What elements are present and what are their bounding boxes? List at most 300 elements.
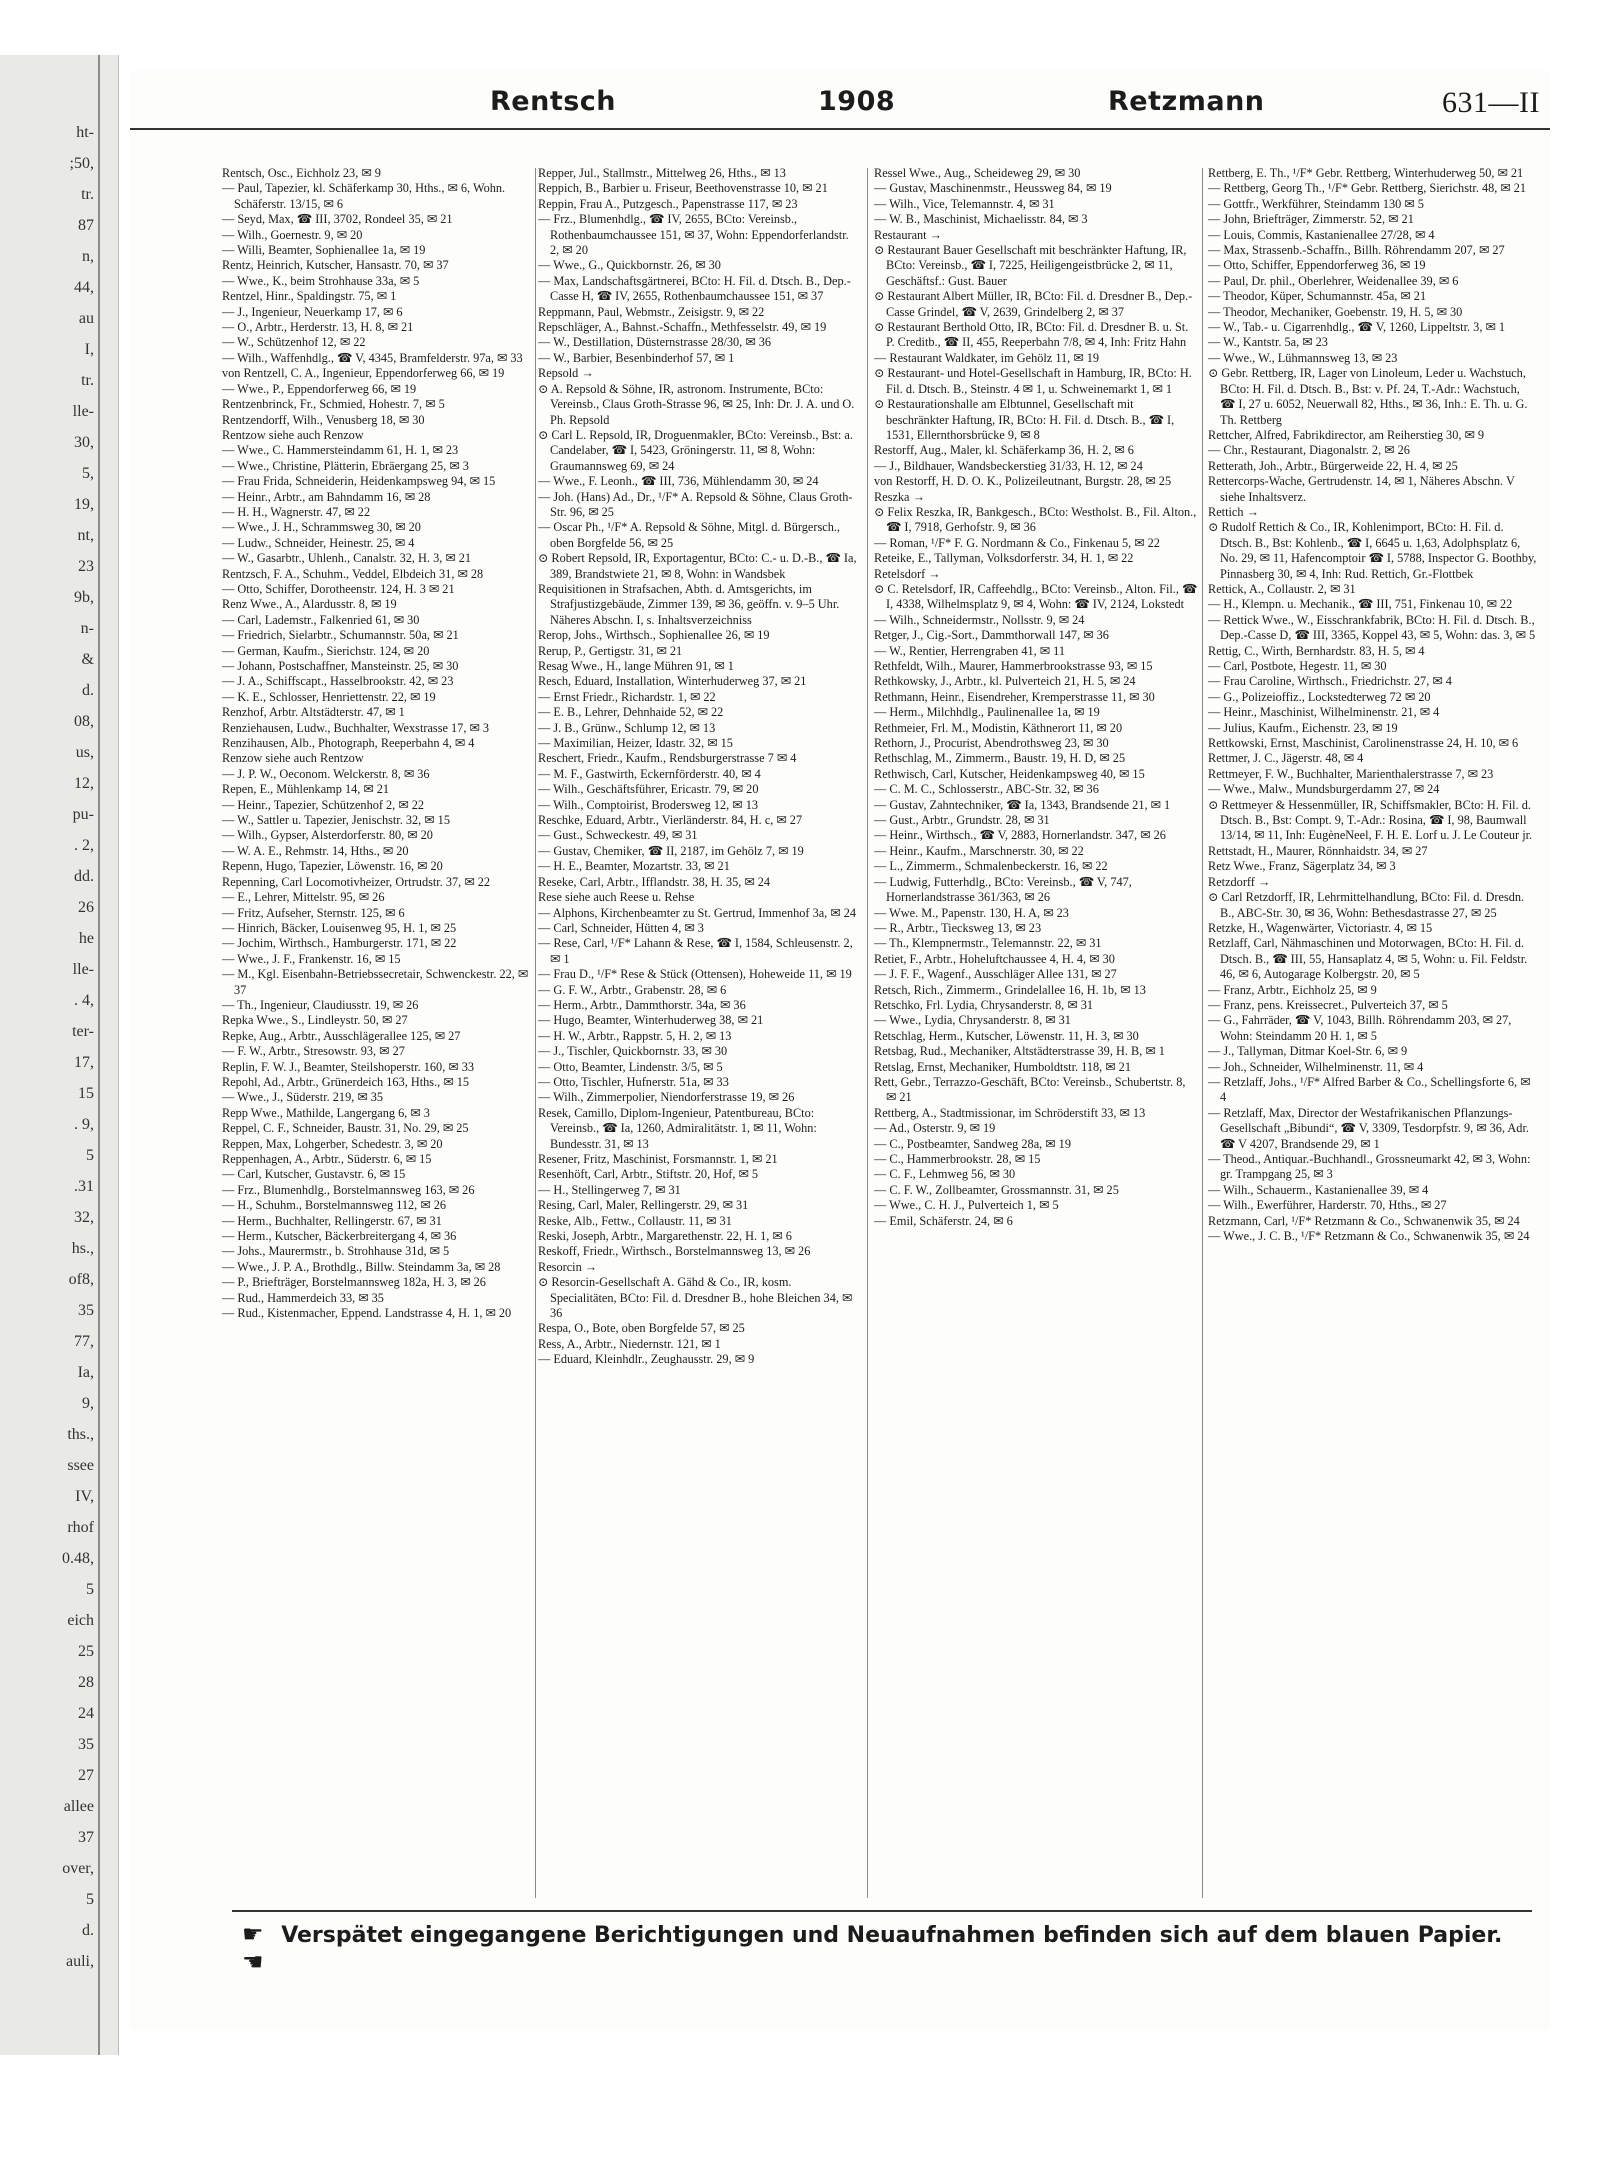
directory-entry: — C. M. C., Schlosserstr., ABC-Str. 32, ✉ 36 <box>874 782 1099 797</box>
directory-entry: Retzlaff, Carl, Nähmaschinen und Motorwagen, BCto: H. Fil. d. Dtsch. B., ☎ III, 55, Hansaplatz 4, ✉ 5, Wohn: u. Fil. Feldstr. 46, ✉ 6, Autogarage Kolbergstr. 20, ✉ 5 <box>1208 936 1528 982</box>
directory-entry: — M. F., Gastwirth, Eckernförderstr. 40, ✉ 4 <box>538 766 761 781</box>
directory-entry: — Rese, Carl, ¹/F* Lahann & Rese, ☎ I, 1584, Schleusenstr. 2, ✉ 1 <box>538 936 853 966</box>
directory-entry: — G., Polizeioffiz., Lockstedterweg 72 ✉ 20 <box>1208 689 1431 704</box>
directory-entry: — Wilh., Vice, Telemannstr. 4, ✉ 31 <box>874 196 1055 211</box>
directory-entry: Retschko, Frl. Lydia, Chrysanderstr. 8, ✉ 31 <box>874 997 1093 1012</box>
directory-entry: — Herm., Milchhdlg., Paulinenallee 1a, ✉ 19 <box>874 705 1100 720</box>
directory-entry: — Wwe., C. H. J., Pulverteich 1, ✉ 5 <box>874 1198 1059 1213</box>
previous-page-fragment: over, <box>62 1860 94 1877</box>
directory-entry: — Carl, Postbote, Hegestr. 11, ✉ 30 <box>1208 659 1387 673</box>
directory-entry: Retger, J., Cig.-Sort., Dammthorwall 147, ✉ 36 <box>874 628 1109 643</box>
directory-entry: Retelsdorf → <box>874 566 941 581</box>
directory-entry: — Wwe., C. Hammersteindamm 61, H. 1, ✉ 23 <box>222 443 459 458</box>
directory-entry: Renzihausen, Alb., Photograph, Reeperbahn 4, ✉ 4 <box>222 736 475 751</box>
previous-page-fragment: 9, <box>82 1395 94 1412</box>
directory-entry: — Wwe., J. P. A., Brothdlg., Billw. Steindamm 3a, ✉ 28 <box>222 1259 501 1274</box>
directory-entry: — Gustav, Zahntechniker, ☎ Ia, 1343, Brandsende 21, ✉ 1 <box>874 797 1171 812</box>
previous-page-fragment: 5 <box>86 1147 94 1164</box>
directory-entry: — Friedrich, Sielarbtr., Schumannstr. 50a, ✉ 21 <box>222 628 459 643</box>
previous-page-fragment: hs., <box>71 1240 94 1257</box>
directory-entry: Rettstadt, H., Maurer, Rönnhaidstr. 34, ✉ 27 <box>1208 843 1428 858</box>
header-year: 1908 <box>818 86 896 117</box>
directory-entry: Repsold → <box>538 366 594 381</box>
directory-entry: Repenning, Carl Locomotivheizer, Ortrudstr. 37, ✉ 22 <box>222 874 490 889</box>
directory-entry: ⊙ C. Retelsdorf, IR, Caffeehdlg., BCto: Vereinsb., Alton. Fil., ☎ I, 4338, Wilhelmsplatz 9, ✉ 4, Wohn: ☎ IV, 2124, Lokstedt <box>874 581 1198 612</box>
directory-entry: — Theodor, Küper, Schumannstr. 45a, ✉ 21 <box>1208 289 1427 304</box>
directory-entry: — Ernst Friedr., Richardstr. 1, ✉ 22 <box>538 689 716 704</box>
previous-page-fragment: IV, <box>75 1488 94 1505</box>
directory-entry: ⊙ Resorcin-Gesellschaft A. Gähd & Co., IR, kosm. Specialitäten, BCto: Fil. d. Dresdner B., hohe Bleichen 34, ✉ 36 <box>538 1275 853 1321</box>
directory-entry: — Heinr., Maschinist, Wilhelminenstr. 21, ✉ 4 <box>1208 705 1440 720</box>
column-3 <box>874 166 1198 1896</box>
previous-page-fragment: tr. <box>81 372 94 389</box>
directory-entry: — F. W., Arbtr., Stresowstr. 93, ✉ 27 <box>222 1044 405 1059</box>
directory-entry: ⊙ Restaurant Berthold Otto, IR, BCto: Fil. d. Dresdner B. u. St. P. Creditb., ☎ II, 455, Reeperbahn 7/8, ✉ 4, Inh: Fritz Hahn <box>874 320 1189 350</box>
directory-entry: — C., Hammerbrookstr. 28, ✉ 15 <box>874 1152 1041 1166</box>
directory-entry: Rentzsch, F. A., Schuhm., Veddel, Elbdeich 31, ✉ 28 <box>222 566 484 581</box>
directory-entry: Restorff, Aug., Maler, kl. Schäferkamp 36, H. 2, ✉ 6 <box>874 443 1134 458</box>
directory-entry: Resag Wwe., H., lange Mühren 91, ✉ 1 <box>538 659 734 673</box>
directory-entry: Repschläger, A., Bahnst.-Schaffn., Methfesselstr. 49, ✉ 19 <box>538 320 827 335</box>
directory-entry: Requisitionen in Strafsachen, Abth. d. Amtsgerichts, im Strafjustizgebäude, Zimmer 139, ✉ 36, geöffn. v. 9–5 Uhr. Näheres Abschn. I, s. Inhaltsverzeichniss <box>538 581 840 627</box>
directory-entry: Repke, Aug., Arbtr., Ausschlägerallee 125, ✉ 27 <box>222 1028 461 1043</box>
directory-entry: — W., Sattler u. Tapezier, Jenischstr. 32, ✉ 15 <box>222 813 450 828</box>
directory-entry: — Wwe., Christine, Plätterin, Ebräergang 25, ✉ 3 <box>222 458 469 473</box>
directory-entry: — R., Arbtr., Tiecksweg 13, ✉ 23 <box>874 920 1042 935</box>
previous-page-fragment: 08, <box>74 713 94 730</box>
directory-entry: — H., Klempn. u. Mechanik., ☎ III, 751, Finkenau 10, ✉ 22 <box>1208 597 1513 612</box>
previous-page-fragment: auli, <box>66 1953 94 1970</box>
directory-entry: — Fritz, Aufseher, Sternstr. 125, ✉ 6 <box>222 905 405 920</box>
previous-page-fragment: au <box>78 310 94 327</box>
directory-entry: Rentzenbrinck, Fr., Schmied, Hohestr. 7, ✉ 5 <box>222 397 445 412</box>
directory-entry: Rettcher, Alfred, Fabrikdirector, am Reiherstieg 30, ✉ 9 <box>1208 427 1485 442</box>
directory-entry: Renziehausen, Ludw., Buchhalter, Wexstrasse 17, ✉ 3 <box>222 720 489 735</box>
directory-entry: Renzhof, Arbtr. Altstädterstr. 47, ✉ 1 <box>222 705 405 720</box>
directory-entry: — Wwe., Malw., Mundsburgerdamm 27, ✉ 24 <box>1208 782 1440 797</box>
column-4 <box>1208 166 1538 1896</box>
directory-entry: Rettick, A., Collaustr. 2, ✉ 31 <box>1208 581 1356 596</box>
directory-entry: — W., Barbier, Besenbinderhof 57, ✉ 1 <box>538 350 735 365</box>
directory-entry: Rettkowski, Ernst, Maschinist, Carolinenstrasse 24, H. 10, ✉ 6 <box>1208 736 1519 751</box>
directory-entry: — Wwe., P., Eppendorferweg 66, ✉ 19 <box>222 381 417 396</box>
directory-entry: — Hugo, Beamter, Winterhuderweg 38, ✉ 21 <box>538 1013 764 1028</box>
directory-entry: — J. F. F., Wagenf., Ausschläger Allee 131, ✉ 27 <box>874 967 1117 982</box>
directory-entry: — Wilh., Schneidermstr., Nollsstr. 9, ✉ 24 <box>874 612 1085 627</box>
directory-entry: — Otto, Schiffer, Eppendorferweg 36, ✉ 19 <box>1208 258 1426 273</box>
directory-entry: — Gust., Schweckestr. 49, ✉ 31 <box>538 828 698 843</box>
directory-entry: — Wwe., F. Leonh., ☎ III, 736, Mühlendamm 30, ✉ 24 <box>538 474 819 489</box>
directory-entry: — Frz., Blumenhdlg., ☎ IV, 2655, BCto: Vereinsb., Rothenbaumchaussee 151, ✉ 37, Wohn: Eppendorferlandstr. 2, ✉ 20 <box>538 212 849 258</box>
previous-page-fragment: allee <box>63 1798 94 1815</box>
directory-entry: — Frau D., ¹/F* Rese & Stück (Ottensen), Hoheweide 11, ✉ 19 <box>538 967 852 982</box>
directory-entry: Rethmeier, Frl. M., Modistin, Käthnerort 11, ✉ 20 <box>874 720 1123 735</box>
page-gutter <box>98 55 100 2055</box>
directory-entry: Rethkowsky, J., Arbtr., kl. Pulverteich 21, H. 5, ✉ 24 <box>874 674 1136 689</box>
directory-entry: — Wwe., J. C. B., ¹/F* Retzmann & Co., Schwanenwik 35, ✉ 24 <box>1208 1229 1530 1244</box>
directory-entry: Reppenhagen, A., Arbtr., Süderstr. 6, ✉ 15 <box>222 1152 432 1166</box>
previous-page-fragment: 35 <box>78 1736 94 1753</box>
directory-entry: Rettberg, E. Th., ¹/F* Gebr. Rettberg, Winterhuderweg 50, ✉ 21 <box>1208 166 1524 180</box>
previous-page-fragment: dd. <box>74 868 94 885</box>
directory-entry: — Wilh., Goernestr. 9, ✉ 20 <box>222 227 363 242</box>
previous-page-fragment: 87 <box>78 217 94 234</box>
footer-notice: Verspätet eingegangene Berichtigungen und Neuaufnahmen befinden sich auf dem blauen Papier. <box>281 1923 1503 1948</box>
directory-entry: ⊙ Felix Reszka, IR, Bankgesch., BCto: Westholst. B., Fil. Alton., ☎ I, 7918, Gerhofstr. 9, ✉ 36 <box>874 504 1197 535</box>
directory-entry: Rentzel, Hinr., Spaldingstr. 75, ✉ 1 <box>222 289 397 304</box>
directory-entry: ⊙ Restaurant Bauer Gesellschaft mit beschränkter Haftung, IR, BCto: Vereinsb., ☎ I, 7225, Heiligengeistbrücke 2, ✉ 11, Geschäftsf.: Gust. Bauer <box>874 243 1187 288</box>
directory-entry: Retsch, Rich., Zimmerm., Grindelallee 16, H. 1b, ✉ 13 <box>874 982 1146 997</box>
directory-entry: — Paul, Dr. phil., Oberlehrer, Weidenallee 39, ✉ 6 <box>1208 273 1459 288</box>
directory-entry: — Retzlaff, Johs., ¹/F* Alfred Barber & Co., Schellingsforte 6, ✉ 4 <box>1208 1074 1531 1105</box>
directory-entry: — Ad., Osterstr. 9, ✉ 19 <box>874 1121 996 1136</box>
directory-entry: Resener, Fritz, Maschinist, Forsmannstr. 1, ✉ 21 <box>538 1152 778 1166</box>
previous-page-fragment: he <box>78 930 94 947</box>
column-2 <box>538 166 860 1896</box>
previous-page-fragment: n- <box>80 620 94 637</box>
directory-entry: Reppich, B., Barbier u. Friseur, Beethovenstrasse 10, ✉ 21 <box>538 181 828 196</box>
directory-entry: Rettmeyer, F. W., Buchhalter, Marienthalerstrasse 7, ✉ 23 <box>1208 766 1494 781</box>
directory-entry: — Willi, Beamter, Sophienallee 1a, ✉ 19 <box>222 243 426 258</box>
directory-entry: — J., Ingenieur, Neuerkamp 17, ✉ 6 <box>222 304 403 319</box>
directory-entry: — W., Tab.- u. Cigarrenhdlg., ☎ V, 1260, Lippeltstr. 3, ✉ 1 <box>1208 320 1505 335</box>
directory-entry: Renz Wwe., A., Alardusstr. 8, ✉ 19 <box>222 597 397 612</box>
directory-entry: ⊙ Restaurationshalle am Elbtunnel, Gesellschaft mit beschränkter Haftung, IR, BCto: H. Fil. d. Dtsch. B., ☎ I, 1531, Ellernthorsbrücke 9, ✉ 8 <box>874 397 1175 442</box>
directory-entry: — W., Destillation, Düsternstrasse 28/30, ✉ 36 <box>538 335 771 350</box>
previous-page-fragment: ter- <box>72 1023 94 1040</box>
directory-entry: Replin, F. W. J., Beamter, Steilshoperstr. 160, ✉ 33 <box>222 1059 475 1074</box>
directory-entry: — H., Stellingerweg 7, ✉ 31 <box>538 1182 681 1197</box>
directory-entry: — Herm., Kutscher, Bäckerbreitergang 4, ✉ 36 <box>222 1229 457 1244</box>
directory-entry: — Eduard, Kleinhdlr., Zeughausstr. 29, ✉ 9 <box>538 1352 755 1367</box>
directory-entry: — P., Briefträger, Borstelmannsweg 182a, H. 3, ✉ 26 <box>222 1275 486 1290</box>
previous-page-fragment: 9b, <box>74 589 94 606</box>
directory-entry: Ress, A., Arbtr., Niedernstr. 121, ✉ 1 <box>538 1336 721 1351</box>
directory-entry: — Frau Caroline, Wirthsch., Friedrichstr. 27, ✉ 4 <box>1208 674 1452 689</box>
directory-entry: Reszka → <box>874 489 925 504</box>
directory-entry: — Herm., Buchhalter, Rellingerstr. 67, ✉ 31 <box>222 1213 442 1228</box>
directory-entry: — Oscar Ph., ¹/F* A. Repsold & Söhne, Mitgl. d. Bürgersch., oben Borgfelde 56, ✉ 25 <box>538 520 840 550</box>
column-1 <box>222 166 540 1896</box>
directory-entry: — Wilh., Zimmerpolier, Niendorferstrasse 19, ✉ 26 <box>538 1090 795 1105</box>
directory-entry: — Otto, Tischler, Hufnerstr. 51a, ✉ 33 <box>538 1074 729 1089</box>
directory-entry: Retz Wwe., Franz, Sägerplatz 34, ✉ 3 <box>1208 859 1396 874</box>
column-divider <box>867 168 868 1898</box>
directory-entry: Rettig, C., Wirth, Bernhardstr. 83, H. 5, ✉ 4 <box>1208 643 1425 658</box>
directory-entry: — Joh., Schneider, Wilhelminenstr. 11, ✉ 4 <box>1208 1059 1424 1074</box>
previous-page-fragment: 24 <box>78 1705 94 1722</box>
directory-entry: — Wilh., Waffenhdlg., ☎ V, 4345, Bramfelderstr. 97a, ✉ 33 <box>222 350 523 365</box>
directory-entry: — Th., Ingenieur, Claudiusstr. 19, ✉ 26 <box>222 997 419 1012</box>
column-divider <box>535 168 536 1898</box>
directory-entry: — Heinr., Kaufm., Marschnerstr. 30, ✉ 22 <box>874 843 1084 858</box>
previous-page-fragment: . 2, <box>74 837 94 854</box>
page-number: 631—II <box>1442 86 1540 119</box>
directory-entry: — W., Gasarbtr., Uhlenh., Canalstr. 32, H. 3, ✉ 21 <box>222 551 472 566</box>
directory-entry: — Wwe., Lydia, Chrysanderstr. 8, ✉ 31 <box>874 1013 1071 1028</box>
directory-entry: Reppen, Max, Lohgerber, Schedestr. 3, ✉ 20 <box>222 1136 443 1151</box>
directory-entry: — Heinr., Arbtr., am Bahndamm 16, ✉ 28 <box>222 489 431 504</box>
directory-entry: — J. P. W., Oeconom. Welckerstr. 8, ✉ 36 <box>222 766 430 781</box>
directory-entry: — J. B., Grünw., Schlump 12, ✉ 13 <box>538 720 716 735</box>
previous-page-fragment: 28 <box>78 1674 94 1691</box>
directory-entry: — Frz., Blumenhdlg., Borstelmannsweg 163, ✉ 26 <box>222 1182 475 1197</box>
directory-entry: — Gust., Arbtr., Grundstr. 28, ✉ 31 <box>874 813 1050 828</box>
directory-entry: von Rentzell, C. A., Ingenieur, Eppendorferweg 66, ✉ 19 <box>222 366 505 381</box>
directory-entry: — Retzlaff, Max, Director der Westafrikanischen Pflanzungs-Gesellschaft „Bibundi“, ☎ V, 3309, Tesdorpfstr. 9, ✉ 36, Adr. ☎ V 4207, Brandsende 29, ✉ 1 <box>1208 1105 1529 1151</box>
directory-entry: Retzke, H., Wagenwärter, Victoriastr. 4, ✉ 15 <box>1208 920 1433 935</box>
previous-page-fragment: ssee <box>67 1457 94 1474</box>
directory-entry: — Franz, pens. Kreissecret., Pulverteich 37, ✉ 5 <box>1208 997 1448 1012</box>
directory-entry: Ressel Wwe., Aug., Scheideweg 29, ✉ 30 <box>874 166 1081 180</box>
directory-entry: — Ludwig, Futterhdlg., BCto: Vereinsb., ☎ V, 747, Hornerlandstrasse 361/363, ✉ 26 <box>874 874 1132 905</box>
directory-entry: — Heinr., Wirthsch., ☎ V, 2883, Hornerlandstr. 347, ✉ 26 <box>874 828 1166 843</box>
previous-page-fragment: 37 <box>78 1829 94 1846</box>
directory-entry: Repper, Jul., Stallmstr., Mittelweg 26, Hths., ✉ 13 <box>538 166 786 180</box>
directory-entry: — Wilh., Geschäftsführer, Ericastr. 79, ✉ 20 <box>538 782 759 797</box>
directory-entry: ⊙ Gebr. Rettberg, IR, Lager von Linoleum, Leder u. Wachstuch, BCto: H. Fil. d. Dtsch. B., Bst: v. Pf. 24, T.-Adr.: Wachstuch, ☎ I, 27 u. 6052, Neuerwall 82, Hths., ✉ 36, Inh.: E. Th. u. G. Th. Rettberg <box>1208 366 1528 427</box>
directory-entry: Retzmann, Carl, ¹/F* Retzmann & Co., Schwanenwik 35, ✉ 24 <box>1208 1213 1520 1228</box>
directory-entry: Reteike, E., Tallyman, Volksdorferstr. 34, H. 1, ✉ 22 <box>874 551 1134 566</box>
directory-entry: Retsbag, Rud., Mechaniker, Altstädterstrasse 39, H. B, ✉ 1 <box>874 1044 1165 1059</box>
directory-entry: ⊙ Carl L. Repsold, IR, Droguenmakler, BCto: Vereinsb., Bst: a. Candelaber, ☎ I, 5423, Gröningerstr. 11, ✉ 8, Wohn: Graumannsweg 69, ✉ 24 <box>538 427 853 473</box>
directory-entry: — Herm., Arbtr., Dammthorstr. 34a, ✉ 36 <box>538 997 746 1012</box>
directory-entry: — Rettberg, Georg Th., ¹/F* Gebr. Rettberg, Sierichstr. 48, ✉ 21 <box>1208 181 1527 196</box>
previous-page-fragment: 23 <box>78 558 94 575</box>
directory-entry: — Rud., Kistenmacher, Eppend. Landstrasse 4, H. 1, ✉ 20 <box>222 1306 512 1321</box>
directory-entry: — Wwe., J., Süderstr. 219, ✉ 35 <box>222 1090 384 1105</box>
previous-page-fragment: . 4, <box>74 992 94 1009</box>
directory-entry: — Max, Landschaftsgärtnerei, BCto: H. Fil. d. Dtsch. B., Dep.-Casse H, ☎ IV, 2655, Rothenbaumchaussee 151, ✉ 37 <box>538 273 851 304</box>
previous-page-fragment: 17, <box>74 1054 94 1071</box>
directory-entry: — W., Rentier, Herrengraben 41, ✉ 11 <box>874 643 1066 658</box>
directory-entry: Rett, Gebr., Terrazzo-Geschäft, BCto: Vereinsb., Schubertstr. 8, ✉ 21 <box>874 1074 1186 1105</box>
directory-entry: — G., Fahrräder, ☎ V, 1043, Billh. Röhrendamm 203, ✉ 27, Wohn: Steindamm 20 H. 1, ✉ 5 <box>1208 1013 1512 1043</box>
directory-entry: — Gustav, Maschinenmstr., Heussweg 84, ✉ 19 <box>874 181 1112 196</box>
directory-entry: — Hinrich, Bäcker, Louisenweg 95, H. 1, ✉ 25 <box>222 920 457 935</box>
directory-entry: — Carl, Schneider, Hütten 4, ✉ 3 <box>538 920 704 935</box>
directory-entry: ⊙ A. Repsold & Söhne, IR, astronom. Instrumente, BCto: Vereinsb., Claus Groth-Strasse 96, ✉ 25, Inh: Dr. J. A. und O. Ph. Repsold <box>538 381 855 427</box>
directory-entry: Rettmer, J. C., Jägerstr. 48, ✉ 4 <box>1208 751 1364 766</box>
directory-entry: — W., Schützenhof 12, ✉ 22 <box>222 335 366 350</box>
previous-page-fragment: .31 <box>74 1178 94 1195</box>
directory-entry: — Paul, Tapezier, kl. Schäferkamp 30, Hths., ✉ 6, Wohn. Schäferstr. 13/15, ✉ 6 <box>222 181 506 211</box>
directory-entry: von Restorff, H. D. O. K., Polizeileutnant, Burgstr. 28, ✉ 25 <box>874 474 1172 489</box>
directory-entry: — M., Kgl. Eisenbahn-Betriebssecretair, Schwenckestr. 22, ✉ 37 <box>222 967 529 997</box>
directory-entry: ⊙ Robert Repsold, IR, Exportagentur, BCto: C.- u. D.-B., ☎ Ia, 389, Brandstwiete 21, ✉ 8, Wohn: in Wandsbek <box>538 551 857 581</box>
previous-page-fragment: I, <box>84 341 94 358</box>
directory-entry: Resch, Eduard, Installation, Winterhuderweg 37, ✉ 21 <box>538 674 807 689</box>
directory-entry: — Chr., Restaurant, Diagonalstr. 2, ✉ 26 <box>1208 443 1410 458</box>
directory-entry: — C., Postbeamter, Sandweg 28a, ✉ 19 <box>874 1136 1071 1151</box>
directory-entry: — Rud., Hammerdeich 33, ✉ 35 <box>222 1290 384 1305</box>
directory-entry: — Heinr., Tapezier, Schützenhof 2, ✉ 22 <box>222 797 425 812</box>
directory-entry: — Frau Frida, Schneiderin, Heidenkampsweg 94, ✉ 15 <box>222 474 496 489</box>
directory-entry: Respa, O., Bote, oben Borgfelde 57, ✉ 25 <box>538 1321 745 1336</box>
directory-entry: — Theod., Antiquar.-Buchhandl., Grossneumarkt 42, ✉ 3, Wohn: gr. Trampgang 25, ✉ 3 <box>1208 1152 1531 1182</box>
previous-page-fragment: 26 <box>78 899 94 916</box>
directory-entry: — Otto, Beamter, Lindenstr. 3/5, ✉ 5 <box>538 1059 723 1074</box>
previous-page-fragment: ht- <box>76 124 94 141</box>
previous-page-fragment: lle- <box>72 403 94 420</box>
directory-entry: — Johann, Postschaffner, Mansteinstr. 25, ✉ 30 <box>222 659 459 673</box>
previous-page-fragment: lle- <box>72 961 94 978</box>
directory-entry: Renzow siehe auch Rentzow <box>222 751 364 766</box>
directory-entry: Retschlag, Herm., Kutscher, Löwenstr. 11, H. 3, ✉ 30 <box>874 1028 1139 1043</box>
directory-entry: Retzdorff → <box>1208 874 1271 889</box>
directory-entry: Rethmann, Heinr., Eisendreher, Kremperstrasse 11, ✉ 30 <box>874 689 1155 704</box>
directory-entry: — Wwe., W., Lühmannsweg 13, ✉ 23 <box>1208 350 1398 365</box>
previous-page-edge <box>0 55 119 2055</box>
directory-entry: — O., Arbtr., Herderstr. 13, H. 8, ✉ 21 <box>222 320 414 335</box>
previous-page-fragment: d. <box>82 1922 94 1939</box>
directory-entry: Rerup, P., Gertigstr. 31, ✉ 21 <box>538 643 683 658</box>
previous-page-fragment: ths., <box>67 1426 94 1443</box>
directory-entry: Resorcin → <box>538 1259 598 1274</box>
directory-entry: — L., Zimmerm., Schmalenbeckerstr. 16, ✉ 22 <box>874 859 1108 874</box>
previous-page-fragment: tr. <box>81 186 94 203</box>
previous-page-fragment: 30, <box>74 434 94 451</box>
directory-entry: Rese siehe auch Reese u. Rehse <box>538 890 695 905</box>
directory-entry: — German, Kaufm., Sierichstr. 124, ✉ 20 <box>222 643 430 658</box>
pointing-hand-icon: ☛ <box>242 1920 264 1948</box>
previous-page-fragment: us, <box>75 744 94 761</box>
directory-entry: ⊙ Rettmeyer & Hessenmüller, IR, Schiffsmakler, BCto: H. Fil. d. Dtsch. B., Bst: Compt. 9, T.-Adr.: Rosina, ☎ I, 98, Baumwall 13/14, ✉ 11, Inh: EugèneNeel, F. H. E. Lorf u. J. Le Couteur jr. <box>1208 797 1533 843</box>
directory-entry: — Wilh., Comptoirist, Brodersweg 12, ✉ 13 <box>538 797 758 812</box>
page-header <box>130 80 1550 130</box>
directory-entry: — Jochim, Wirthsch., Hamburgerstr. 171, ✉ 22 <box>222 936 457 951</box>
directory-entry: — Louis, Commis, Kastanienallee 27/28, ✉ 4 <box>1208 227 1435 242</box>
directory-entry: — H., Schuhm., Borstelmannsweg 112, ✉ 26 <box>222 1198 447 1213</box>
directory-entry: Rethfeldt, Wilh., Maurer, Hammerbrookstrasse 93, ✉ 15 <box>874 659 1153 673</box>
directory-entry: Rethschlag, M., Zimmerm., Baustr. 19, H. D, ✉ 25 <box>874 751 1126 766</box>
directory-entry: — K. E., Schlosser, Henriettenstr. 22, ✉ 19 <box>222 689 436 704</box>
directory-entry: — Maximilian, Heizer, Idastr. 32, ✉ 15 <box>538 736 733 751</box>
directory-entry: Rettberg, A., Stadtmissionar, im Schröderstift 33, ✉ 13 <box>874 1105 1146 1120</box>
directory-entry: Rethorn, J., Procurist, Abendrothsweg 23, ✉ 30 <box>874 736 1109 751</box>
directory-entry: ⊙ Rudolf Rettich & Co., IR, Kohlenimport, BCto: H. Fil. d. Dtsch. B., Bst: Kohlenb., ☎ I, 6645 u. 1,63, Adolphsplatz 6, No. 29, ✉ 11, Hafencomptoir ☎ I, 5788, Inspector G. Boothby, Pinnasberg 30, ✉ 4, Inh: Rud. Rettich, Gr.-Flottbek <box>1208 520 1537 581</box>
directory-entry: — Th., Klempnermstr., Telemannstr. 22, ✉ 31 <box>874 936 1102 951</box>
directory-entry: — C. F., Lehmweg 56, ✉ 30 <box>874 1167 1016 1182</box>
directory-entry: — Wwe., J. F., Frankenstr. 16, ✉ 15 <box>222 951 401 966</box>
directory-entry: ⊙ Restaurant Albert Müller, IR, BCto: Fil. d. Dresdner B., Dep.-Casse Grindel, ☎ V, 2639, Grindelberg 2, ✉ 37 <box>874 289 1193 319</box>
header-last-entry: Retzmann <box>1108 86 1265 117</box>
directory-entry: — Otto, Schiffer, Dorotheenstr. 124, H. 3 ✉ 21 <box>222 581 455 596</box>
directory-entry: Rentzow siehe auch Renzow <box>222 427 364 442</box>
header-first-entry: Rentsch <box>490 86 617 117</box>
previous-page-fragment: pu- <box>72 806 94 823</box>
pointing-hand-icon: ☚ <box>242 1948 264 1976</box>
directory-entry: — J., Tischler, Quickbornstr. 33, ✉ 30 <box>538 1044 728 1059</box>
previous-page-fragment: 25 <box>78 1643 94 1660</box>
previous-page-fragment: 27 <box>78 1767 94 1784</box>
directory-entry: — Restaurant Waldkater, im Gehölz 11, ✉ 19 <box>874 350 1099 365</box>
column-divider <box>1202 168 1203 1898</box>
previous-page-fragment: d. <box>82 682 94 699</box>
directory-entry: — J., Tallyman, Ditmar Koel-Str. 6, ✉ 9 <box>1208 1044 1408 1059</box>
directory-entry: Resenhöft, Carl, Arbtr., Stiftstr. 20, Hof, ✉ 5 <box>538 1167 759 1182</box>
previous-page-fragment: ;50, <box>69 155 94 172</box>
previous-page-fragment: eich <box>67 1612 94 1629</box>
previous-page-fragment: 12, <box>74 775 94 792</box>
directory-entry: Reski, Joseph, Arbtr., Margarethenstr. 22, H. 1, ✉ 6 <box>538 1229 792 1244</box>
directory-entry: Rentzendorff, Wilh., Venusberg 18, ✉ 30 <box>222 412 425 427</box>
previous-page-fragment: nt, <box>77 527 94 544</box>
directory-entry: Reskoff, Friedr., Wirthsch., Borstelmannsweg 13, ✉ 26 <box>538 1244 811 1259</box>
previous-page-fragment: 5 <box>86 1581 94 1598</box>
directory-entry: Reppel, C. F., Schneider, Baustr. 31, No. 29, ✉ 25 <box>222 1121 469 1136</box>
directory-entry: Reschert, Friedr., Kaufm., Rendsburgerstrasse 7 ✉ 4 <box>538 751 797 766</box>
page-footer <box>232 1910 1532 1976</box>
directory-entry: Reske, Alb., Fettw., Collaustr. 11, ✉ 31 <box>538 1213 732 1228</box>
directory-entry: Rentsch, Osc., Eichholz 23, ✉ 9 <box>222 166 381 180</box>
directory-entry: — E. B., Lehrer, Dehnhaide 52, ✉ 22 <box>538 705 724 720</box>
directory-entry: — Wwe., G., Quickbornstr. 26, ✉ 30 <box>538 258 721 273</box>
directory-entry: Rettich → <box>1208 504 1259 519</box>
directory-entry: — Julius, Kaufm., Eichenstr. 23, ✉ 19 <box>1208 720 1398 735</box>
directory-entry: Rettercorps-Wache, Gertrudenstr. 14, ✉ 1, Näheres Abschn. V siehe Inhaltsverz. <box>1208 474 1515 504</box>
directory-entry: — H. E., Beamter, Mozartstr. 33, ✉ 21 <box>538 859 730 874</box>
directory-entry: — Theodor, Mechaniker, Goebenstr. 19, H. 5, ✉ 30 <box>1208 304 1463 319</box>
directory-entry: — Carl, Lademstr., Falkenried 61, ✉ 30 <box>222 612 420 627</box>
directory-entry: — Rettick Wwe., W., Eisschrankfabrik, BCto: H. Fil. d. Dtsch. B., Dep.-Casse D, ☎ III, 3365, Koppel 43, ✉ 5, Wohn: das. 3, ✉ 5 <box>1208 612 1536 643</box>
directory-entry: Repka Wwe., S., Lindleystr. 50, ✉ 27 <box>222 1013 408 1028</box>
directory-entry: — H. H., Wagnerstr. 47, ✉ 22 <box>222 504 371 519</box>
directory-entry: — Seyd, Max, ☎ III, 3702, Rondeel 35, ✉ 21 <box>222 212 453 227</box>
directory-entry: — Wwe. M., Papenstr. 130, H. A, ✉ 23 <box>874 905 1069 920</box>
directory-entry: — John, Briefträger, Zimmerstr. 52, ✉ 21 <box>1208 212 1414 227</box>
directory-entry: ⊙ Carl Retzdorff, IR, Lehrmittelhandlung, BCto: Fil. d. Dresdn. B., ABC-Str. 30, ✉ 36, Wohn: Bethesdastrasse 27, ✉ 25 <box>1208 890 1525 920</box>
previous-page-fragment: 44, <box>74 279 94 296</box>
directory-entry: — Emil, Schäferstr. 24, ✉ 6 <box>874 1213 1013 1228</box>
directory-entry: Reseke, Carl, Arbtr., Ifflandstr. 38, H. 35, ✉ 24 <box>538 874 771 889</box>
directory-entry: — Gustav, Chemiker, ☎ II, 2187, im Gehölz 7, ✉ 19 <box>538 843 804 858</box>
directory-entry: — W. A. E., Rehmstr. 14, Hths., ✉ 20 <box>222 843 409 858</box>
directory-entry: — Wwe., K., beim Strohhause 33a, ✉ 5 <box>222 273 420 288</box>
directory-entry: Repen, E., Mühlenkamp 14, ✉ 21 <box>222 782 390 797</box>
directory-entry: — Joh. (Hans) Ad., Dr., ¹/F* A. Repsold & Söhne, Claus Groth-Str. 96, ✉ 25 <box>538 489 853 519</box>
directory-entry: — Ludw., Schneider, Heinestr. 25, ✉ 4 <box>222 535 415 550</box>
directory-entry: Repp Wwe., Mathilde, Langergang 6, ✉ 3 <box>222 1105 430 1120</box>
directory-entry: Retslag, Ernst, Mechaniker, Humboldtstr. 118, ✉ 21 <box>874 1059 1131 1074</box>
directory-entry: — W. B., Maschinist, Michaelisstr. 84, ✉ 3 <box>874 212 1088 227</box>
directory-page <box>130 70 1550 2030</box>
directory-entry: Rentz, Heinrich, Kutscher, Hansastr. 70, ✉ 37 <box>222 258 449 273</box>
directory-entry: — E., Lehrer, Mittelstr. 95, ✉ 26 <box>222 890 385 905</box>
previous-page-fragment: 15 <box>78 1085 94 1102</box>
directory-entry: — Alphons, Kirchenbeamter zu St. Gertrud, Immenhof 3a, ✉ 24 <box>538 905 856 920</box>
directory-entry: — Carl, Kutscher, Gustavstr. 6, ✉ 15 <box>222 1167 406 1182</box>
previous-page-fragment: Ia, <box>77 1364 94 1381</box>
previous-page-fragment: 0.48, <box>62 1550 94 1567</box>
directory-entry: Resek, Camillo, Diplom-Ingenieur, Patentbureau, BCto: Vereinsb., ☎ Ia, 1260, Admiralitätstr. 1, ✉ 11, Wohn: Bundesstr. 31, ✉ 13 <box>538 1105 817 1151</box>
directory-entry: — C. F. W., Zollbeamter, Grossmannstr. 31, ✉ 25 <box>874 1182 1119 1197</box>
previous-page-fragment: 32, <box>74 1209 94 1226</box>
directory-entry: — G. F. W., Arbtr., Grabenstr. 28, ✉ 6 <box>538 982 727 997</box>
directory-entry: — Wilh., Schauerm., Kastanienallee 39, ✉ 4 <box>1208 1182 1429 1197</box>
previous-page-fragment: 19, <box>74 496 94 513</box>
directory-entry: — Max, Strassenb.-Schaffn., Billh. Röhrendamm 207, ✉ 27 <box>1208 243 1505 258</box>
directory-entry: — J. A., Schiffscapt., Hasselbrookstr. 42, ✉ 23 <box>222 674 454 689</box>
directory-entry: Reppmann, Paul, Webmstr., Zeisigstr. 9, ✉ 22 <box>538 304 765 319</box>
directory-entry: — Johs., Maurermstr., b. Strohhause 31d, ✉ 5 <box>222 1244 450 1259</box>
previous-page-fragment: n, <box>82 248 94 265</box>
directory-entry: Reschke, Eduard, Arbtr., Vierländerstr. 84, H. c, ✉ 27 <box>538 813 803 828</box>
directory-entry: Restaurant → <box>874 227 942 242</box>
previous-page-fragment: 77, <box>74 1333 94 1350</box>
directory-entry: — Wilh., Gypser, Alsterdorferstr. 80, ✉ 20 <box>222 828 433 843</box>
directory-entry: — Wwe., J. H., Schrammsweg 30, ✉ 20 <box>222 520 421 535</box>
